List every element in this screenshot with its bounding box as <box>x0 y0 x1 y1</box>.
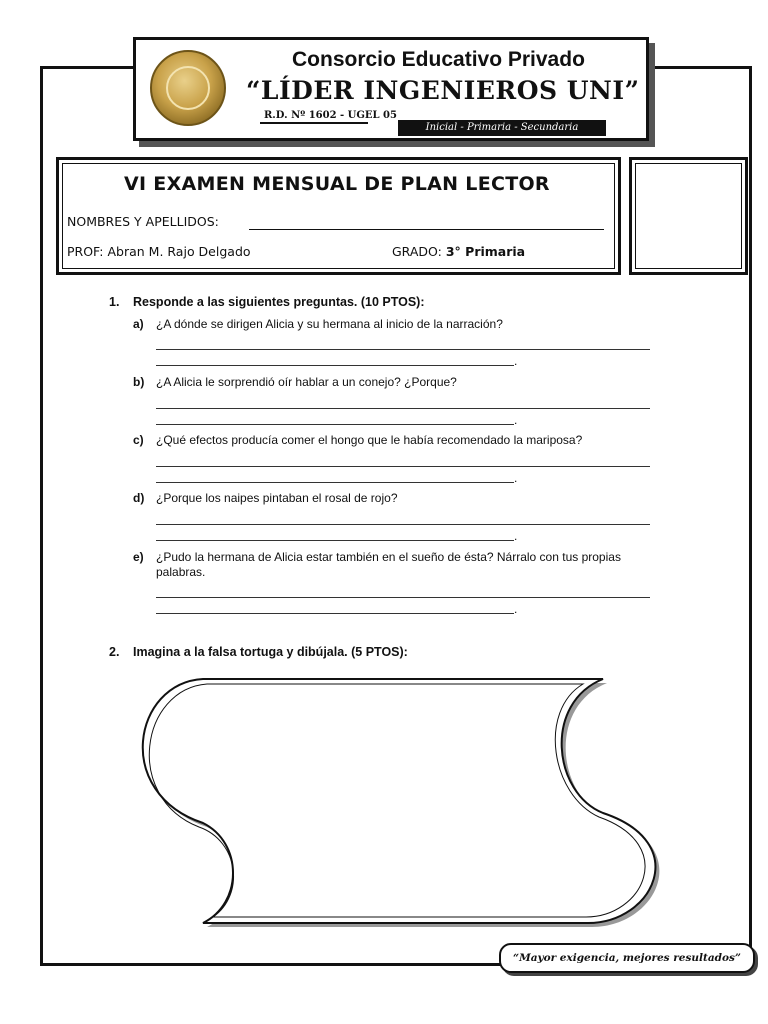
exam-header-box <box>56 157 621 275</box>
education-levels: Inicial - Primaria - Secundaria <box>398 120 606 136</box>
line-end-dot: . <box>514 529 518 543</box>
item-letter: e) <box>133 550 144 564</box>
item-text: ¿A dónde se dirigen Alicia y su hermana al inicio de la narración? <box>156 317 503 331</box>
grade-row <box>392 244 525 259</box>
exam-title: VI EXAMEN MENSUAL DE PLAN LECTOR <box>124 173 550 195</box>
answer-line[interactable] <box>156 540 514 541</box>
item-text: ¿A Alicia le sorprendió oír hablar a un conejo? ¿Porque? <box>156 375 457 389</box>
answer-line[interactable] <box>156 524 650 525</box>
answer-line[interactable] <box>156 408 650 409</box>
item-letter: d) <box>133 491 145 505</box>
question-number: 2. <box>109 645 120 659</box>
drawing-scroll-area[interactable] <box>133 673 663 933</box>
answer-line[interactable] <box>156 613 514 614</box>
consortium-label: Consorcio Educativo Privado <box>292 48 585 71</box>
line-end-dot: . <box>514 413 518 427</box>
item-text: ¿Qué efectos producía comer el hongo que le había recomendado la mariposa? <box>156 433 583 447</box>
answer-line[interactable] <box>156 424 514 425</box>
item-letter: b) <box>133 375 145 389</box>
item-text: ¿Pudo la hermana de Alicia estar también en el sueño de ésta? Nárralo con tus propias palabras. <box>156 550 621 579</box>
answer-line[interactable] <box>156 349 650 350</box>
grade-label: GRADO: <box>392 244 442 259</box>
item-text: ¿Porque los naipes pintaban el rosal de rojo? <box>156 491 398 505</box>
question-text: Imagina a la falsa tortuga y dibújala. (5 PTOS): <box>133 645 408 659</box>
school-motto: “Mayor exigencia, mejores resultados” <box>499 943 755 973</box>
answer-line[interactable] <box>156 466 650 467</box>
names-label: NOMBRES Y APELLIDOS: <box>67 214 219 229</box>
answer-line[interactable] <box>156 365 514 366</box>
answer-line[interactable] <box>156 482 514 483</box>
answer-line[interactable] <box>156 597 650 598</box>
photo-box <box>629 157 748 275</box>
line-end-dot: . <box>514 471 518 485</box>
grade-value: 3° Primaria <box>445 244 526 259</box>
divider <box>260 122 368 124</box>
school-header-banner <box>133 37 649 141</box>
teacher-label: PROF: <box>67 244 104 259</box>
school-name: “LÍDER INGENIEROS UNI” <box>246 76 640 105</box>
school-seal-logo <box>150 50 226 126</box>
question-number: 1. <box>109 295 120 309</box>
question-text: Responde a las siguientes preguntas. (10 PTOS): <box>133 295 425 309</box>
line-end-dot: . <box>514 602 518 616</box>
line-end-dot: . <box>514 354 518 368</box>
item-letter: a) <box>133 317 144 331</box>
names-field[interactable] <box>249 229 604 230</box>
teacher-row <box>67 244 251 259</box>
resolution-number: R.D. Nº 1602 - UGEL 05 <box>264 110 397 121</box>
item-letter: c) <box>133 433 144 447</box>
teacher-name: Abran M. Rajo Delgado <box>107 244 251 259</box>
